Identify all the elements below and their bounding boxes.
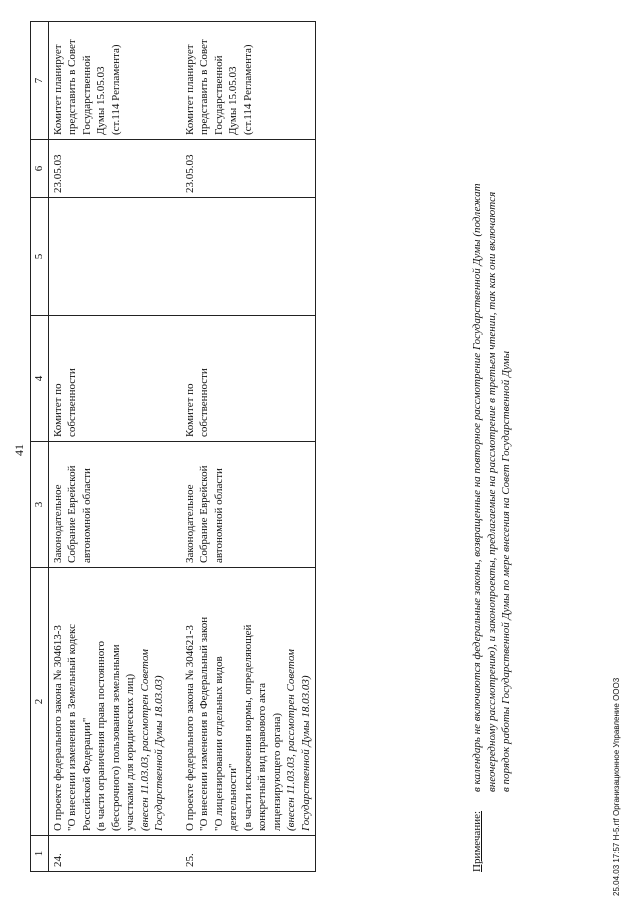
remark-line: Государственной xyxy=(212,55,225,135)
remark-line: (ст.114 Регламента) xyxy=(109,44,122,135)
bill-title-line: лицензирующего органа) xyxy=(270,712,283,831)
column-header: 4 xyxy=(31,316,49,442)
remark-line: Думы 15.05.03 xyxy=(227,66,239,135)
bill-submission-line: (внесен 11.03.03, рассмотрен Советом xyxy=(138,649,151,831)
bill-title-line: (в части ограничения права постоянного xyxy=(95,640,107,831)
bill-title-cell xyxy=(48,568,181,836)
row-number: 24. xyxy=(48,836,181,872)
column-5-cell xyxy=(181,198,316,316)
committee-cell xyxy=(181,316,316,442)
committee-cell xyxy=(48,316,181,442)
bill-title-line: "О внесении изменения в Земельный кодекс xyxy=(66,623,78,831)
column-header: 2 xyxy=(31,568,49,836)
column-header: 5 xyxy=(31,198,49,316)
initiator-line: Собрание Еврейской xyxy=(66,465,78,563)
remark-line: Комитет планирует xyxy=(51,44,64,135)
remark-line: Комитет планирует xyxy=(183,44,196,135)
calendar-table xyxy=(30,21,316,872)
table-row xyxy=(181,22,316,872)
column-header: 1 xyxy=(31,836,49,872)
initiator-line: автономной области xyxy=(212,468,225,563)
page-number: 41 xyxy=(12,444,26,456)
initiator-cell xyxy=(181,442,316,568)
bill-submission-line: (внесен 11.03.03, рассмотрен Советом xyxy=(285,649,297,831)
remark-line: (ст.114 Регламента) xyxy=(241,44,254,135)
column-5-cell xyxy=(48,198,181,316)
initiator-line: Законодательное xyxy=(51,484,64,563)
row-number: 25. xyxy=(181,836,316,872)
committee-line: Комитет по xyxy=(51,383,64,437)
date-cell: 23.05.03 xyxy=(181,140,316,198)
note-line: в календарь не включаются федеральные законы, возвращенные на повторное рассмотрение Государственной Думы (подлежат xyxy=(471,183,483,792)
initiator-cell xyxy=(48,442,181,568)
column-header: 7 xyxy=(31,22,49,140)
committee-line: собственности xyxy=(66,368,78,437)
note-line: внеочередному рассмотрению), и законопроекты, предлагаемые на рассмотрение в третьем чтении, так как они включаются xyxy=(485,191,498,792)
note-label: Примечание: xyxy=(471,810,483,872)
initiator-line: Законодательное xyxy=(183,484,196,563)
bill-title-line: (в части исключения нормы, определяющей xyxy=(241,624,254,831)
table-row xyxy=(48,22,181,872)
remark-line: Думы 15.05.03 xyxy=(95,66,107,135)
initiator-line: автономной области xyxy=(80,468,93,563)
bill-title-line: О проекте федерального закона № 304613-3 xyxy=(51,625,64,831)
note-line: в порядок работы Государственной Думы по мере внесения на Совет Государственной Думы xyxy=(500,350,512,792)
remark-cell xyxy=(48,22,181,140)
date-cell: 23.05.03 xyxy=(48,140,181,198)
header-row xyxy=(31,22,49,872)
bill-title-line: деятельности" xyxy=(227,763,239,831)
committee-line: Комитет по xyxy=(183,383,196,437)
remark-line: Государственной xyxy=(80,55,93,135)
bill-title-line: О проекте федерального закона № 304621-3 xyxy=(183,625,196,831)
bill-submission-line: Государственной Думы 18.03.03) xyxy=(153,675,165,831)
initiator-line: Собрание Еврейской xyxy=(198,465,210,563)
note-block xyxy=(470,22,514,872)
bill-title-line: участками для юридических лиц) xyxy=(124,673,136,831)
column-header: 6 xyxy=(31,140,49,198)
bill-title-line: конкретный вид правового акта xyxy=(256,683,268,831)
remark-cell xyxy=(181,22,316,140)
committee-line: собственности xyxy=(198,368,210,437)
bill-title-line: "О лицензировании отдельных видов xyxy=(212,656,225,831)
note-text xyxy=(470,22,514,792)
bill-submission-line: Государственной Думы 18.03.03) xyxy=(299,675,312,831)
bill-title-line: (бессрочного) пользования земельными xyxy=(109,644,122,831)
file-footer: 25.04.03 17:57 H-5.rtf Организационное Управление ООО3 xyxy=(612,677,621,896)
remark-line: представить в Совет xyxy=(66,39,78,135)
bill-title-line: Российской Федерации" xyxy=(80,717,93,831)
column-header: 3 xyxy=(31,442,49,568)
bill-title-cell xyxy=(181,568,316,836)
remark-line: представить в Совет xyxy=(198,39,210,135)
bill-title-line: "О внесении изменения в Федеральный закон xyxy=(198,616,210,831)
